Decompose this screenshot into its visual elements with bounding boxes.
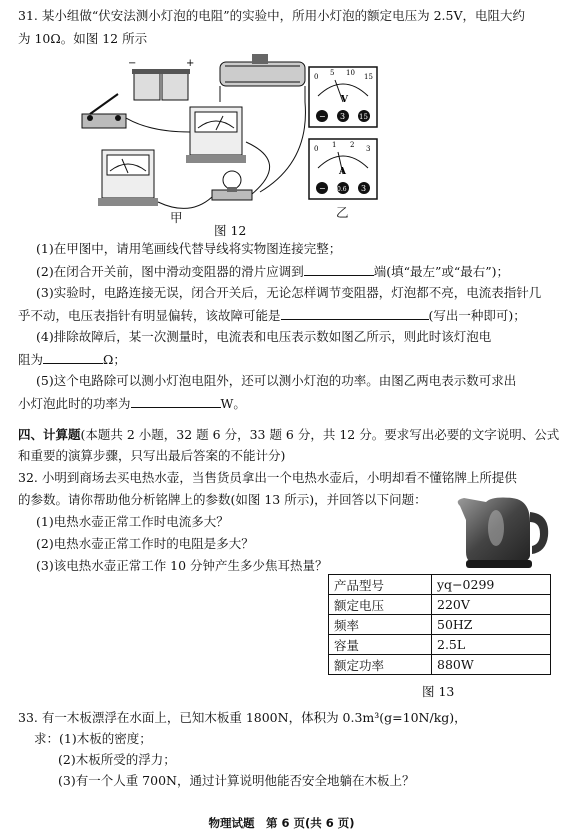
ammeter-terminal-3: 3 <box>361 184 367 193</box>
answer-blank-power[interactable] <box>131 395 221 408</box>
voltmeter-scale-0: 0 <box>314 73 319 81</box>
spec-label-power: 额定功率 <box>329 655 432 675</box>
left-meter-icon <box>98 150 158 206</box>
voltmeter-terminal-3: 3 <box>340 112 346 121</box>
q33-line2: 求：(1)木板的密度； <box>34 731 152 746</box>
ammeter-scale-1: 1 <box>332 141 337 149</box>
table-row <box>329 575 551 595</box>
ammeter-scale-0: 0 <box>314 145 319 153</box>
label-jia: 甲 <box>170 210 183 225</box>
svg-text:−: − <box>128 58 137 69</box>
spec-value-frequency: 50HZ <box>432 615 551 635</box>
q31-part4-line1: (4)排除故障后，某一次测量时，电流表和电压表示数如图乙所示，则此时该灯泡电 <box>36 329 492 344</box>
q31-part5-line1: (5)这个电路除可以测小灯泡电阻外，还可以测小灯泡的功率。由图乙两电表示数可求出 <box>36 373 517 388</box>
table-row <box>329 615 551 635</box>
spec-value-model: yq−0299 <box>432 575 551 595</box>
voltmeter-scale-2: 10 <box>346 69 355 77</box>
spec-label-capacity: 容量 <box>329 635 432 655</box>
spec-label-voltage: 额定电压 <box>329 595 432 615</box>
q31-part2: (2)在闭合开关前，图中滑动变阻器的滑片应调到 端(填“最左”或“最右”)； <box>36 264 510 279</box>
spec-label-frequency: 频率 <box>329 615 432 635</box>
voltmeter-face <box>308 66 378 128</box>
voltmeter-scale-1: 5 <box>330 69 335 77</box>
electric-kettle-image <box>452 492 552 570</box>
section-4-desc-line1: (本题共 2 小题，32 题 6 分，33 题 6 分，共 12 分。要求写出必要的文字说明、公式 <box>80 427 560 442</box>
q31-part3-line1: (3)实验时，电路连接无误，闭合开关后，无论怎样调节变阻器，灯泡都不亮，电流表指针几 <box>36 285 542 300</box>
q31-intro-line1: 31. 某小组做“伏安法测小灯泡的电阻”的实验中，所用小灯泡的额定电压为 2.5V，电阻大约 <box>18 8 526 23</box>
ammeter-terminal-neg: − <box>319 184 326 193</box>
q31-intro-line2: 为 10Ω。如图 12 所示 <box>18 31 148 46</box>
section-4-desc-line2: 和重要的演算步骤，只写出最后答案的不能计分) <box>18 448 286 463</box>
spec-label-model: 产品型号 <box>329 575 432 595</box>
table-row <box>329 635 551 655</box>
ammeter-scale-3: 3 <box>366 145 371 153</box>
q32-sub3: (3)该电热水壶正常工作 10 分钟产生多少焦耳热量？ <box>36 558 328 573</box>
lamp-icon <box>212 171 252 200</box>
answer-blank-fault[interactable] <box>281 307 429 320</box>
section-4-heading <box>18 427 559 443</box>
table-row <box>329 655 551 675</box>
voltmeter-terminal-neg: − <box>319 112 326 121</box>
voltmeter-unit: V <box>341 95 348 105</box>
q32-sub2: (2)电热水壶正常工作时的电阻是多大？ <box>36 536 254 551</box>
page-footer: 物理试题 第 6 页(共 6 页) <box>208 816 355 830</box>
battery-icon <box>128 58 194 100</box>
voltmeter-terminal-15: 15 <box>359 113 368 121</box>
rheostat-icon <box>220 54 305 102</box>
spec-table <box>328 574 551 675</box>
q31-part1: (1)在甲图中，请用笔画线代替导线将实物图连接完整； <box>36 241 342 256</box>
q31-part4-line2: 阻为 Ω； <box>18 352 126 367</box>
center-meter-icon <box>186 107 246 163</box>
spec-value-capacity: 2.5L <box>432 635 551 655</box>
spec-value-voltage: 220V <box>432 595 551 615</box>
section-4-title: 四、计算题 <box>18 427 81 442</box>
q33-line4: (3)有一个人重 700N，通过计算说明他能否安全地躺在木板上？ <box>58 773 415 788</box>
svg-text:+: + <box>186 58 195 69</box>
answer-blank-resistance[interactable] <box>43 351 103 364</box>
table-row <box>329 595 551 615</box>
ammeter-terminal-06: 0.6 <box>337 186 347 193</box>
answer-blank-slider-end[interactable] <box>304 263 374 276</box>
switch-icon <box>82 94 126 128</box>
label-yi: 乙 <box>336 205 349 220</box>
spec-value-power: 880W <box>432 655 551 675</box>
ammeter-unit: A <box>339 167 346 177</box>
ammeter-face <box>308 138 378 200</box>
voltmeter-scale-3: 15 <box>364 73 373 81</box>
q33-line3: (2)木板所受的浮力； <box>58 752 176 767</box>
figure-12-circuit-diagram <box>80 52 310 222</box>
q31-part5-line2: 小灯泡此时的功率为 W。 <box>18 396 246 411</box>
q32-line2: 的参数。请你帮助他分析铭牌上的参数(如图 13 所示)，并回答以下问题： <box>18 492 427 507</box>
q32-sub1: (1)电热水壶正常工作时电流多大？ <box>36 514 229 529</box>
ammeter-scale-2: 2 <box>350 141 355 149</box>
q32-line1: 32. 小明到商场去买电热水壶，当售货员拿出一个电热水壶后，小明却看不懂铭牌上所提供 <box>18 470 517 485</box>
figure-12-caption: 图 12 <box>214 223 247 238</box>
q33-line1: 33. 有一木板漂浮在水面上，已知木板重 1800N，体积为 0.3m³(g=10N/kg)， <box>18 710 467 725</box>
figure-13-caption: 图 13 <box>422 684 455 699</box>
q31-part3-line2: 乎不动，电压表指针有明显偏转，该故障可能是 (写出一种即可)； <box>18 308 526 323</box>
